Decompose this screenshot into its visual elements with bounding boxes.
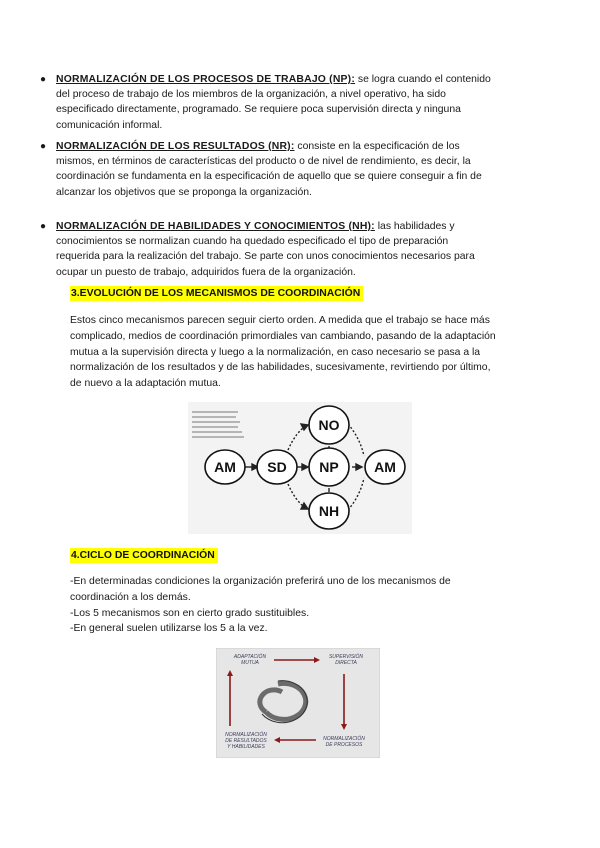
label-supervision-directa-2: DIRECTA xyxy=(335,660,357,666)
bullet-dot: ● xyxy=(40,74,47,85)
coordination-cycle-diagram xyxy=(216,648,380,758)
mechanisms-evolution-diagram xyxy=(188,402,412,534)
label-norm-procesos-1: NORMALIZACIÓN xyxy=(323,736,365,742)
bullet-nr: ● NORMALIZACIÓN DE LOS RESULTADOS (NR): consiste en la especificación de los mismos, en términos de características del producto o de nivel de rendimiento, es decir, la coordinación se fundamenta en la especificación de aquello que se quiere conseguir a fin de alcanzar los objetivos que se proponga la organización. xyxy=(40,141,482,198)
bullet-term: NORMALIZACIÓN DE LOS PROCESOS DE TRABAJO (NP): xyxy=(56,74,355,85)
label-supervision-directa-1: SUPERVISIÓN xyxy=(328,654,364,660)
label-adaptacion-mutua-2: MUTUA xyxy=(241,660,259,666)
section-3-paragraph: Estos cinco mecanismos parecen seguir cierto orden. A medida que el trabajo se hace más complicado, medios de coordinación primordiales van cambiando, pasando de la adaptación mutua a la supervisión directa y luego a la normalización, en caso necesario se pasa a la normalización de los resultados y de las habilidades, sucesivamente, revirtiendo por último, de nuevo a la adaptación mutua. xyxy=(70,315,496,390)
node-no-label: NO xyxy=(318,417,340,433)
node-am-right-label: AM xyxy=(374,459,396,475)
label-norm-resultados-3: Y HABILIDADES xyxy=(227,744,265,750)
bullet-dot: ● xyxy=(40,221,47,232)
label-adaptacion-mutua-1: ADAPTACIÓN xyxy=(233,654,267,660)
node-nh-label: NH xyxy=(318,503,340,519)
label-norm-resultados-2: DE RESULTADOS xyxy=(225,738,267,744)
node-np-label: NP xyxy=(319,459,339,475)
bullet-dot: ● xyxy=(40,141,47,152)
bullet-term: NORMALIZACIÓN DE HABILIDADES Y CONOCIMIENTOS (NH): xyxy=(56,221,375,232)
label-norm-procesos-2: DE PROCESOS xyxy=(325,742,363,748)
section-4-paragraph: -En determinadas condiciones la organización preferirá uno de los mecanismos de coordinación a los demás. -Los 5 mecanismos son en cierto grado sustituibles. -En general suelen utilizarse los 5 a la vez. xyxy=(70,576,451,635)
node-am-left-label: AM xyxy=(214,459,236,475)
node-sd-label: SD xyxy=(267,459,287,475)
section-3-heading: 3.EVOLUCIÓN DE LOS MECANISMOS DE COORDINACIÓN xyxy=(70,286,363,301)
section-4-heading: 4.CICLO DE COORDINACIÓN xyxy=(70,548,218,563)
bullet-nh: ● NORMALIZACIÓN DE HABILIDADES Y CONOCIMIENTOS (NH): las habilidades y conocimientos se normalizan cuando ha quedado especificado el tipo de preparación requerida para la realización del trabajo. Se parte con unos conocimientos necesarios para ocupar un puesto de trabajo, adquiridos fuera de la organización. xyxy=(40,221,475,278)
label-norm-resultados-1: NORMALIZACIÓN xyxy=(225,732,267,738)
bullet-term: NORMALIZACIÓN DE LOS RESULTADOS (NR): xyxy=(56,141,295,152)
bullet-np: ● NORMALIZACIÓN DE LOS PROCESOS DE TRABAJO (NP): se logra cuando el contenido del proceso de trabajo de los miembros de la organización, a nivel operativo, ha sido especificado directamente, programado. Se requiere poca supervisión directa y ninguna comunicación informal. xyxy=(40,74,491,131)
